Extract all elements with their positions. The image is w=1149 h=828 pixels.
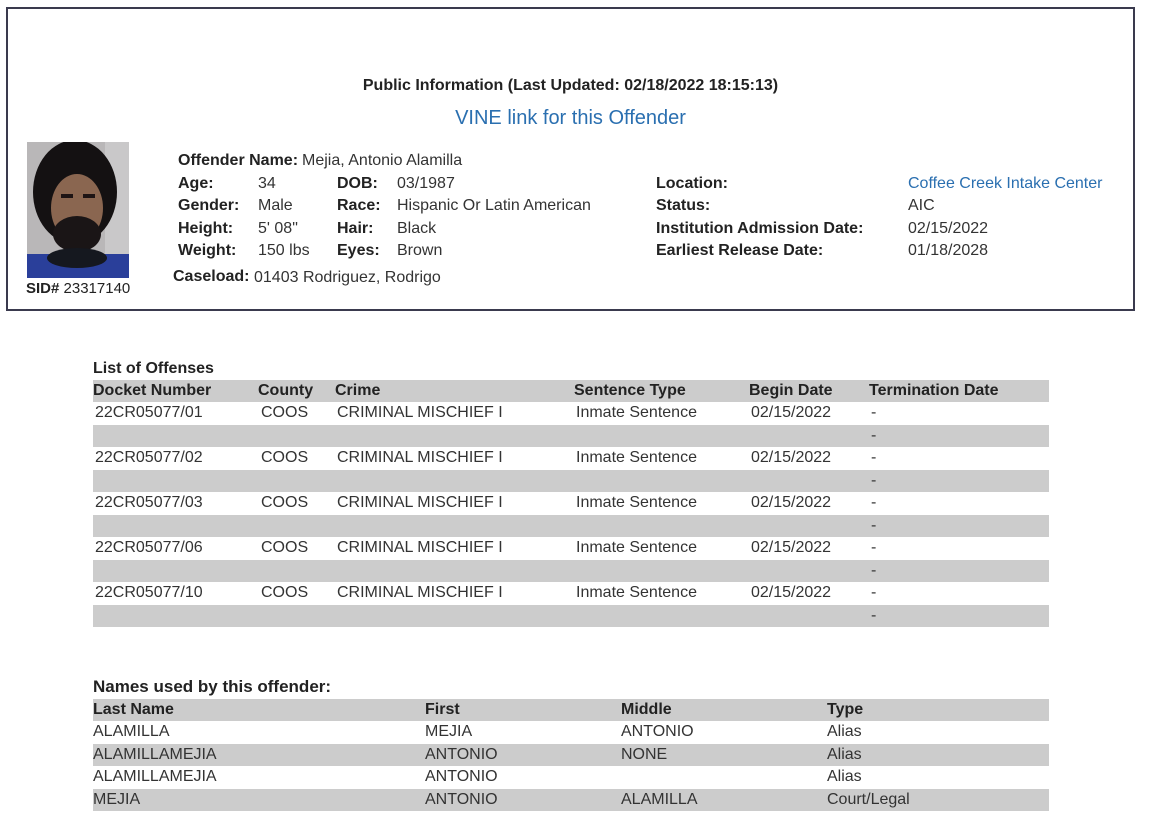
offense-subrow <box>93 560 1049 583</box>
middle-name-cell <box>621 766 827 789</box>
offense-row <box>93 582 1049 605</box>
race-value: Hispanic Or Latin American <box>397 197 591 214</box>
col-type: Type <box>827 699 1049 721</box>
sentence-cell: Inmate Sentence <box>576 539 697 557</box>
docket-cell: 22CR05077/02 <box>95 449 203 467</box>
begin-date-cell: 02/15/2022 <box>751 449 832 467</box>
release-date-label: Earliest Release Date: <box>656 242 824 259</box>
first-name-cell: ANTONIO <box>425 768 498 786</box>
location-label: Location: <box>656 175 728 192</box>
age-label: Age: <box>178 175 214 192</box>
sentence-cell: Inmate Sentence <box>576 449 697 467</box>
location-link[interactable]: Coffee Creek Intake Center <box>908 175 1103 192</box>
county-cell: COOS <box>261 494 309 512</box>
dob-label: DOB: <box>337 175 378 192</box>
aliases-table <box>93 699 1049 811</box>
crime-cell: CRIMINAL MISCHIEF I <box>337 494 503 512</box>
alias-row <box>93 721 1049 744</box>
dob-value: 03/1987 <box>397 175 455 192</box>
type-cell: Alias <box>827 744 1049 767</box>
crime-cell: CRIMINAL MISCHIEF I <box>337 539 503 557</box>
alias-row <box>93 789 1049 812</box>
type-cell: Alias <box>827 723 862 741</box>
status-label: Status: <box>656 197 711 214</box>
col-crime: Crime <box>335 380 574 402</box>
offense-row <box>93 537 1049 560</box>
height-value: 5' 08" <box>258 220 298 237</box>
eyes-label: Eyes: <box>337 242 380 259</box>
sub-termination-cell: - <box>869 605 1049 628</box>
offenses-header-row <box>93 380 1049 402</box>
offenses-title: List of Offenses <box>93 360 214 377</box>
county-cell: COOS <box>261 539 309 557</box>
county-cell: COOS <box>261 584 309 602</box>
alias-row <box>93 744 1049 767</box>
first-name-cell: MEJIA <box>425 723 473 741</box>
offense-subrow <box>93 425 1049 448</box>
offender-name-label: Offender Name: <box>178 152 299 169</box>
sid-number <box>26 280 130 297</box>
offense-row <box>93 492 1049 515</box>
weight-value: 150 lbs <box>258 242 310 259</box>
gender-label: Gender: <box>178 197 240 214</box>
type-cell: Alias <box>827 768 862 786</box>
sub-termination-cell: - <box>869 425 1049 448</box>
last-name-cell: ALAMILLAMEJIA <box>93 744 425 767</box>
offender-name-value: Mejia, Antonio Alamilla <box>302 152 463 169</box>
offense-row <box>93 447 1049 470</box>
docket-cell: 22CR05077/01 <box>95 404 203 422</box>
termination-cell: - <box>871 539 877 557</box>
mugshot-image <box>27 142 129 278</box>
offender-photo <box>27 142 129 278</box>
height-label: Height: <box>178 220 234 237</box>
alias-row <box>93 766 1049 789</box>
termination-cell: - <box>871 404 877 422</box>
begin-date-cell: 02/15/2022 <box>751 539 832 557</box>
first-name-cell: ANTONIO <box>425 789 621 812</box>
county-cell: COOS <box>261 449 309 467</box>
weight-label: Weight: <box>178 242 237 259</box>
caseload-value: 01403 Rodriguez, Rodrigo <box>254 269 441 286</box>
last-name-cell: ALAMILLA <box>93 723 170 741</box>
begin-date-cell: 02/15/2022 <box>751 584 832 602</box>
offense-row <box>93 402 1049 425</box>
last-name-cell: MEJIA <box>93 789 425 812</box>
middle-name-cell: ANTONIO <box>621 723 694 741</box>
offender-info-panel <box>6 7 1135 311</box>
sub-termination-cell: - <box>869 470 1049 493</box>
col-last-name: Last Name <box>93 699 425 721</box>
col-middle: Middle <box>621 699 827 721</box>
crime-cell: CRIMINAL MISCHIEF I <box>337 404 503 422</box>
sub-termination-cell: - <box>869 560 1049 583</box>
status-value: AIC <box>908 197 935 214</box>
offense-subrow <box>93 605 1049 628</box>
sub-termination-cell: - <box>869 515 1049 538</box>
last-name-cell: ALAMILLAMEJIA <box>93 768 217 786</box>
hair-value: Black <box>397 220 437 237</box>
race-label: Race: <box>337 197 381 214</box>
first-name-cell: ANTONIO <box>425 744 621 767</box>
caseload-label: Caseload: <box>173 268 250 285</box>
col-begin-date: Begin Date <box>749 380 869 402</box>
col-docket-number: Docket Number <box>93 380 258 402</box>
termination-cell: - <box>871 449 877 467</box>
aliases-title: Names used by this offender: <box>93 677 332 696</box>
aliases-header-row <box>93 699 1049 721</box>
begin-date-cell: 02/15/2022 <box>751 494 832 512</box>
middle-name-cell: ALAMILLA <box>621 789 827 812</box>
docket-cell: 22CR05077/06 <box>95 539 203 557</box>
termination-cell: - <box>871 494 877 512</box>
docket-cell: 22CR05077/10 <box>95 584 203 602</box>
begin-date-cell: 02/15/2022 <box>751 404 832 422</box>
sid-value: 23317140 <box>63 280 131 297</box>
col-first: First <box>425 699 621 721</box>
sentence-cell: Inmate Sentence <box>576 584 697 602</box>
termination-cell: - <box>871 584 877 602</box>
gender-value: Male <box>258 197 293 214</box>
sentence-cell: Inmate Sentence <box>576 494 697 512</box>
offenses-table <box>93 380 1049 627</box>
admission-date-value: 02/15/2022 <box>908 220 989 237</box>
age-value: 34 <box>258 175 276 192</box>
type-cell: Court/Legal <box>827 789 1049 812</box>
eyes-value: Brown <box>397 242 443 259</box>
vine-link[interactable]: VINE link for this Offender <box>455 107 686 129</box>
middle-name-cell: NONE <box>621 744 827 767</box>
release-date-value: 01/18/2028 <box>908 242 989 259</box>
crime-cell: CRIMINAL MISCHIEF I <box>337 449 503 467</box>
sid-label: SID# <box>26 280 60 297</box>
hair-label: Hair: <box>337 220 374 237</box>
offense-subrow <box>93 470 1049 493</box>
page-title: Public Information (Last Updated: 02/18/2022 18:15:13) <box>362 77 779 94</box>
offense-subrow <box>93 515 1049 538</box>
col-county: County <box>258 380 335 402</box>
col-sentence-type: Sentence Type <box>574 380 749 402</box>
sentence-cell: Inmate Sentence <box>576 404 697 422</box>
docket-cell: 22CR05077/03 <box>95 494 203 512</box>
county-cell: COOS <box>261 404 309 422</box>
admission-date-label: Institution Admission Date: <box>656 220 864 237</box>
crime-cell: CRIMINAL MISCHIEF I <box>337 584 503 602</box>
col-termination-date: Termination Date <box>869 380 1049 402</box>
